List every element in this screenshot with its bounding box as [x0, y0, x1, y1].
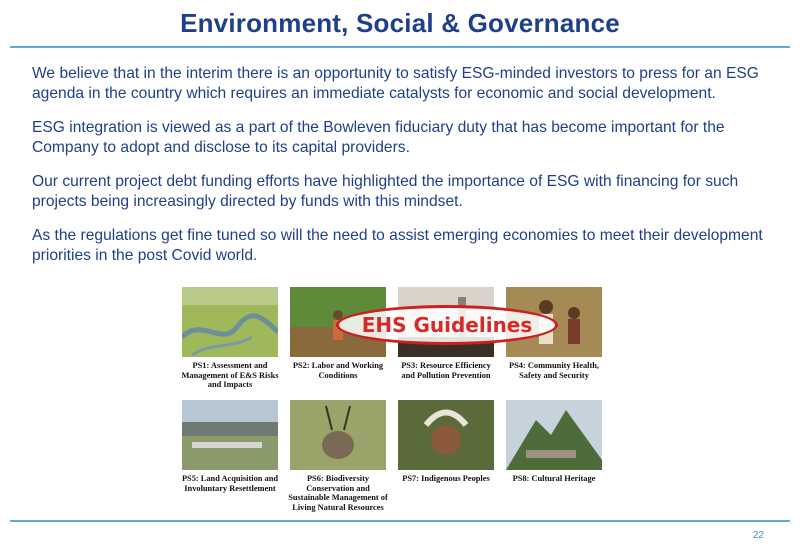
settlement-photo-icon	[182, 400, 278, 470]
ps5-card	[178, 400, 282, 493]
ps5-caption: PS5: Land Acquisition and Involuntary Resettlement	[181, 474, 279, 493]
ps2-caption: PS2: Labor and Working Conditions	[292, 361, 384, 380]
footer-divider	[10, 520, 790, 522]
ruins-photo-icon	[506, 400, 602, 470]
ps8-caption: PS8: Cultural Heritage	[512, 474, 596, 483]
slide-title: Environment, Social & Governance	[180, 8, 620, 38]
ps7-card	[394, 400, 498, 484]
paragraph-2: ESG integration is viewed as a part of the Bowleven fiduciary duty that has become important for the Company to adopt and disclose to its capital providers.	[32, 119, 725, 156]
ps3-caption: PS3: Resource Efficiency and Pollution Prevention	[401, 361, 491, 380]
body-text	[32, 64, 777, 280]
ps7-caption: PS7: Indigenous Peoples	[402, 474, 490, 483]
page-number: 22	[752, 530, 764, 541]
ps8-card	[502, 400, 606, 484]
antelope-photo-icon	[290, 400, 386, 470]
paragraph-3: Our current project debt funding efforts have highlighted the importance of ESG with financing for such projects being increasingly directed by funds with this mindset.	[32, 173, 739, 210]
paragraph-1: We believe that in the interim there is an opportunity to satisfy ESG-minded investors to press for an ESG agenda in the country which requires an immediate catalysts for economic and social development.	[32, 65, 759, 102]
river-landscape-photo-icon	[182, 287, 278, 357]
ps6-caption: PS6: Biodiversity Conservation and Sustainable Management of Living Natural Resources	[288, 474, 388, 512]
paragraph-4: As the regulations get fine tuned so will the need to assist emerging economies to meet their development priorities in the post Covid world.	[32, 227, 763, 264]
ps1-card	[178, 287, 282, 390]
ps6-card	[286, 400, 390, 512]
indigenous-person-photo-icon	[398, 400, 494, 470]
ps1-caption: PS1: Assessment and Management of E&S Risks and Impacts	[181, 361, 279, 389]
ps4-caption: PS4: Community Health, Safety and Security	[508, 361, 600, 380]
title-divider	[10, 46, 790, 48]
ehs-guidelines-banner: EHS Guidelines	[336, 305, 558, 345]
